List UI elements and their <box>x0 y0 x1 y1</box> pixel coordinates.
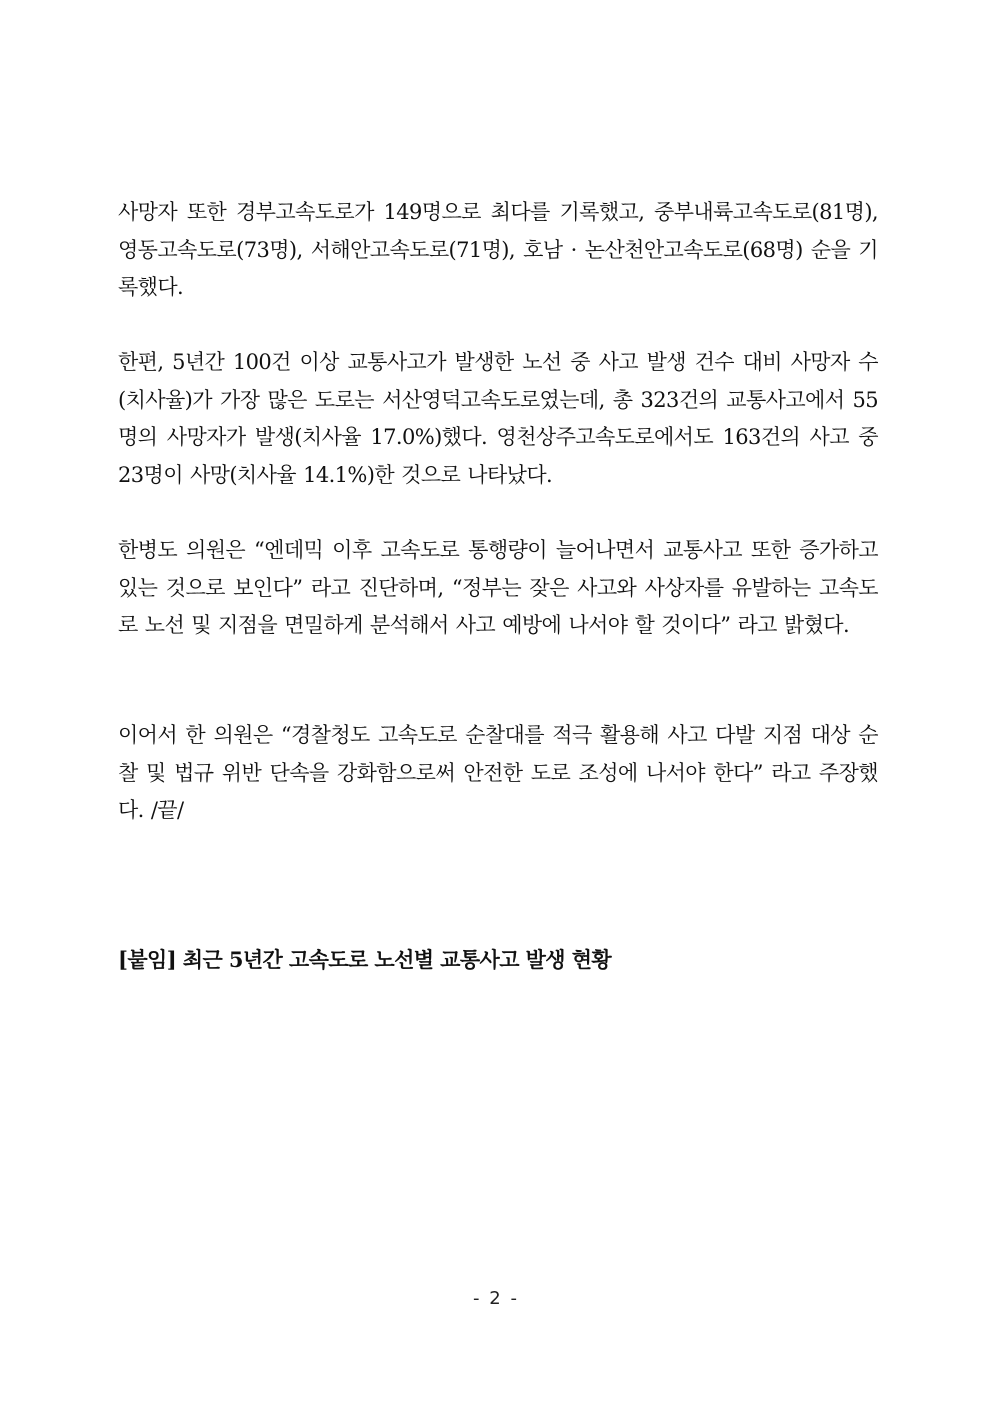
paragraph-lawmaker-quote: 한병도 의원은 “엔데믹 이후 고속도로 통행량이 늘어나면서 교통사고 또한 증가하고 있는 것으로 보인다” 라고 진단하며, “정부는 잦은 사고와 사상자를 유발하는 고속도로 노선 및 지점을 면밀하게 분석해서 사고 예방에 나서야 할 것이다” 라고 밝혔다. <box>118 538 878 637</box>
attachment-title: [붙임] 최근 5년간 고속도로 노선별 교통사고 발생 현황 <box>118 947 612 972</box>
page-number: - 2 - <box>473 1288 519 1309</box>
paragraph-fatalities-ranking: 사망자 또한 경부고속도로가 149명으로 최다를 기록했고, 중부내륙고속도로(81명), 영동고속도로(73명), 서해안고속도로(71명), 호남 · 논산천안고속도로(68명) 순을 기록했다. <box>118 200 878 299</box>
paragraph-patrol-quote: 이어서 한 의원은 “경찰청도 고속도로 순찰대를 적극 활용해 사고 다발 지점 대상 순찰 및 법규 위반 단속을 강화함으로써 안전한 도로 조성에 나서야 한다” 라고 주장했다. /끝/ <box>118 723 878 822</box>
paragraph-fatality-rate: 한편, 5년간 100건 이상 교통사고가 발생한 노선 중 사고 발생 건수 대비 사망자 수(치사율)가 가장 많은 도로는 서산영덕고속도로였는데, 총 323건의 교통사고에서 55명의 사망자가 발생(치사율 17.0%)했다. 영천상주고속도로에서도 163건의 사고 중 23명이 사망(치사율 14.1%)한 것으로 나타났다. <box>118 350 878 487</box>
